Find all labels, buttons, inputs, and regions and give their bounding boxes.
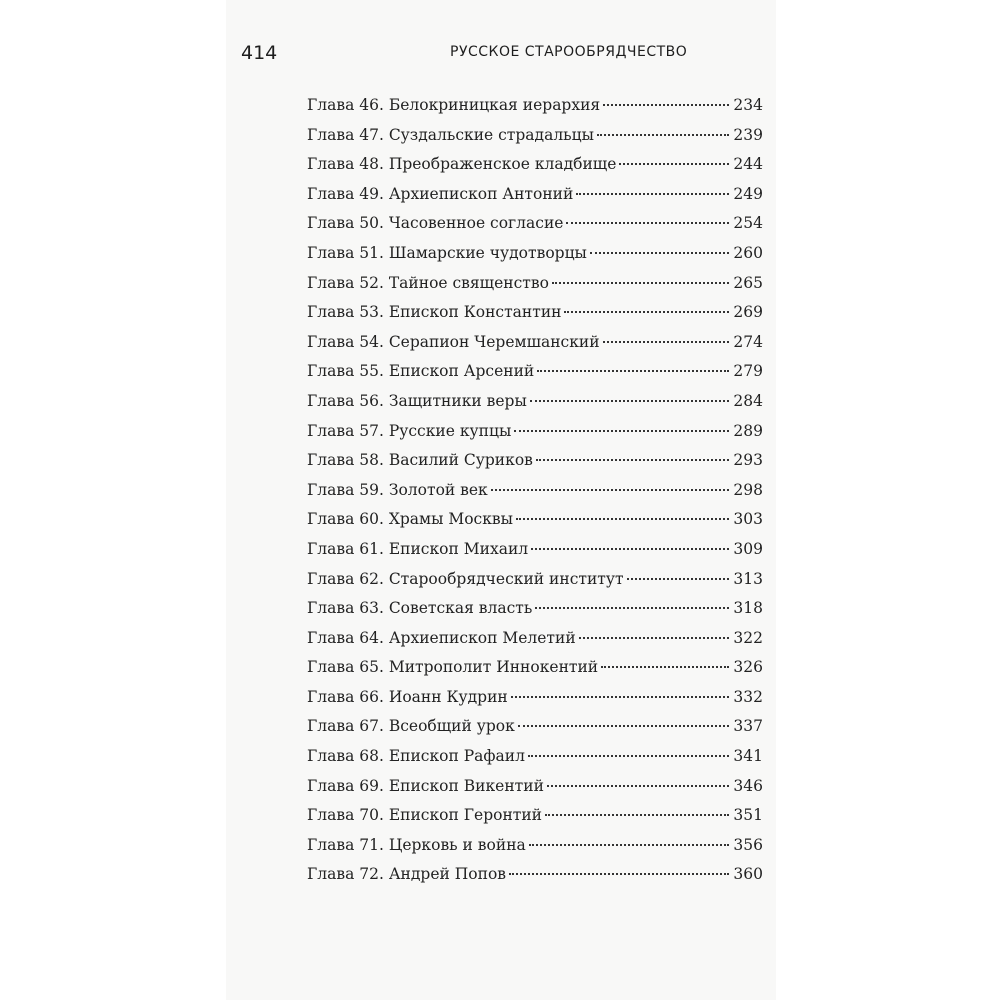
toc-entry (307, 540, 763, 570)
dot-leader (528, 755, 729, 757)
toc-entry (307, 658, 763, 688)
toc-entry-title: Глава 51. Шамарские чудотворцы (307, 243, 587, 262)
dot-leader (529, 844, 729, 846)
toc-entry-page: 265 (733, 273, 763, 292)
toc-entry (307, 570, 763, 600)
toc-entry-page: 234 (733, 96, 763, 114)
toc-entry-page: 332 (733, 687, 763, 706)
toc-entry-page: 260 (733, 243, 763, 262)
toc-entry-title: Глава 72. Андрей Попов (307, 865, 507, 884)
toc-entry-page: 274 (733, 332, 763, 351)
toc-entry-title: Глава 57. Русские купцы (307, 421, 512, 440)
toc-entry (307, 836, 763, 866)
toc-entry-page: 279 (733, 362, 763, 381)
toc-entry-page: 244 (733, 155, 763, 174)
dot-leader (564, 311, 729, 313)
toc-entry-title: Глава 66. Иоанн Кудрин (307, 687, 508, 706)
toc-entry-title: Глава 67. Всеобщий урок (307, 717, 515, 736)
toc-entry-page: 309 (733, 539, 763, 558)
toc-entry (307, 422, 763, 452)
dot-leader (536, 459, 729, 461)
dot-leader (545, 814, 729, 816)
dot-leader (566, 222, 729, 224)
toc-entry-title: Глава 52. Тайное священство (307, 273, 549, 292)
toc-entry-title: Глава 65. Митрополит Иннокентий (307, 658, 599, 677)
dot-leader (491, 489, 729, 491)
toc-entry-title: Глава 56. Защитники веры (307, 391, 527, 410)
toc-entry (307, 362, 763, 392)
page-header (0, 42, 1000, 72)
toc-entry-title: Глава 62. Старообрядческий институт (307, 569, 624, 588)
toc-entry-page: 239 (733, 125, 763, 144)
toc-entry (307, 244, 763, 274)
toc-entry (307, 274, 763, 304)
toc-entry (307, 96, 763, 126)
toc-entry-page: 318 (733, 599, 763, 618)
toc-entry (307, 155, 763, 185)
toc-entry-title: Глава 53. Епископ Константин (307, 303, 562, 322)
toc-entry (307, 451, 763, 481)
toc-entry (307, 510, 763, 540)
toc-entry-page: 322 (733, 628, 763, 647)
dot-leader (514, 430, 729, 432)
toc-entry (307, 185, 763, 215)
toc-entry-title: Глава 69. Епископ Викентий (307, 776, 544, 795)
table-of-contents (307, 96, 763, 895)
toc-entry-page: 284 (733, 391, 763, 410)
toc-entry (307, 214, 763, 244)
dot-leader (531, 548, 729, 550)
toc-entry-title: Глава 49. Архиепископ Антоний (307, 184, 574, 203)
toc-entry-page: 298 (733, 480, 763, 499)
toc-entry (307, 629, 763, 659)
toc-entry-title: Глава 64. Архиепископ Мелетий (307, 628, 576, 647)
dot-leader (601, 666, 729, 668)
toc-entry (307, 865, 763, 895)
toc-entry-title: Глава 54. Серапион Черемшанский (307, 332, 600, 351)
toc-entry (307, 747, 763, 777)
toc-entry-title: Глава 47. Суздальские страдальцы (307, 125, 594, 144)
toc-entry (307, 688, 763, 718)
dot-leader (518, 725, 729, 727)
toc-entry-page: 293 (733, 451, 763, 470)
toc-entry (307, 303, 763, 333)
toc-entry-page: 356 (733, 835, 763, 854)
toc-entry-title: Глава 71. Церковь и война (307, 835, 526, 854)
toc-entry (307, 126, 763, 156)
toc-entry-title: Глава 46. Белокриницкая иерархия (307, 96, 601, 114)
dot-leader (547, 785, 729, 787)
toc-entry-page: 337 (733, 717, 763, 736)
toc-entry-title: Глава 60. Храмы Москвы (307, 510, 513, 529)
toc-entry (307, 333, 763, 363)
dot-leader (603, 341, 729, 343)
toc-entry-title: Глава 58. Василий Суриков (307, 451, 533, 470)
toc-entry-title: Глава 55. Епископ Арсений (307, 362, 535, 381)
toc-entry-page: 351 (733, 806, 763, 825)
toc-entry (307, 392, 763, 422)
toc-entry (307, 806, 763, 836)
dot-leader (590, 252, 729, 254)
dot-leader (535, 607, 729, 609)
dot-leader (576, 193, 729, 195)
page-number: 414 (241, 42, 278, 64)
toc-entry-page: 346 (733, 776, 763, 795)
dot-leader (537, 370, 729, 372)
toc-entry-title: Глава 63. Советская власть (307, 599, 533, 618)
toc-entry-page: 254 (733, 214, 763, 233)
dot-leader (552, 282, 729, 284)
toc-entry-title: Глава 48. Преображенское кладбище (307, 155, 617, 174)
toc-entry (307, 777, 763, 807)
toc-entry-title: Глава 50. Часовенное согласие (307, 214, 564, 233)
toc-entry-page: 326 (733, 658, 763, 677)
dot-leader (530, 400, 729, 402)
dot-leader (619, 163, 729, 165)
dot-leader (603, 104, 729, 106)
dot-leader (511, 696, 729, 698)
dot-leader (516, 518, 729, 520)
dot-leader (597, 134, 729, 136)
toc-entry-page: 269 (733, 303, 763, 322)
toc-entry-page: 289 (733, 421, 763, 440)
toc-entry-title: Глава 70. Епископ Геронтий (307, 806, 543, 825)
dot-leader (579, 637, 729, 639)
dot-leader (627, 578, 729, 580)
toc-entry (307, 717, 763, 747)
toc-entry-title: Глава 61. Епископ Михаил (307, 539, 529, 558)
dot-leader (509, 873, 729, 875)
toc-entry-page: 341 (733, 747, 763, 766)
toc-entry-page: 249 (733, 184, 763, 203)
toc-entry-title: Глава 68. Епископ Рафаил (307, 747, 525, 766)
toc-entry (307, 599, 763, 629)
toc-entry-page: 360 (733, 865, 763, 884)
toc-entry-page: 303 (733, 510, 763, 529)
toc-entry-page: 313 (733, 569, 763, 588)
toc-entry-title: Глава 59. Золотой век (307, 480, 488, 499)
running-title: РУССКОЕ СТАРООБРЯДЧЕСТВО (450, 44, 688, 60)
toc-entry (307, 481, 763, 511)
